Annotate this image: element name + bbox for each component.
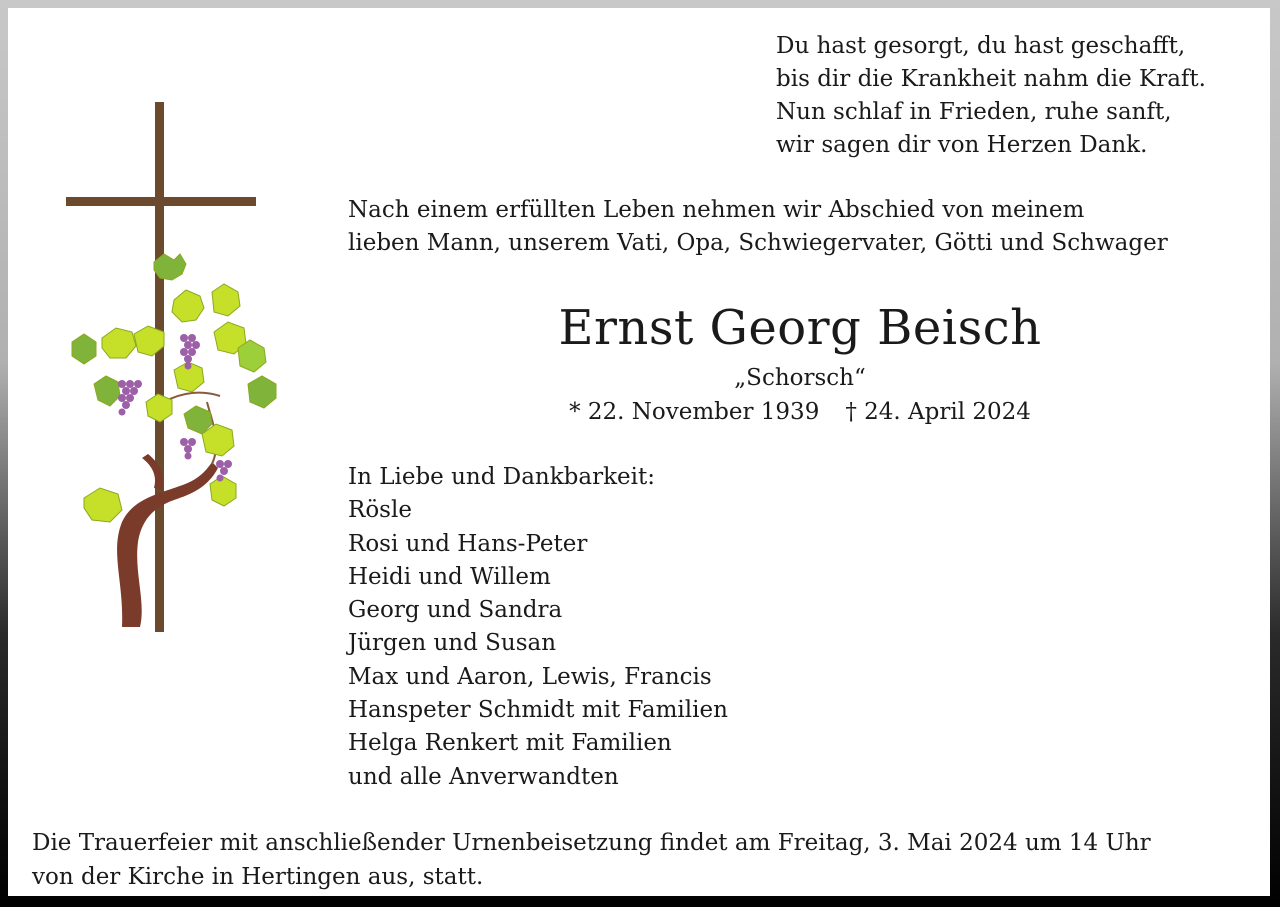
list-item: und alle Anverwandten — [348, 763, 619, 790]
funeral-notice-line: Die Trauerfeier mit anschließender Urnenbeisetzung findet am Freitag, 3. Mai 2024 um 14 Uhr — [32, 830, 1151, 856]
vine-trunk — [117, 462, 218, 627]
list-item: Georg und Sandra — [348, 597, 563, 624]
list-item: Max und Aaron, Lewis, Francis — [348, 663, 712, 690]
poem-line: Du hast gesorgt, du hast geschafft, — [776, 33, 1186, 59]
cross-beam — [66, 197, 256, 206]
list-item: Heidi und Willem — [348, 563, 551, 590]
cross-with-vine-icon — [62, 102, 292, 642]
birth-date: * 22. November 1939 — [569, 399, 820, 425]
mourners-list — [348, 461, 728, 794]
mourners-heading: In Liebe und Dankbarkeit: — [348, 464, 655, 490]
list-item: Rösle — [348, 497, 412, 524]
intro-line: lieben Mann, unserem Vati, Opa, Schwiegervater, Götti und Schwager — [348, 230, 1168, 256]
list-item: Rosi und Hans-Peter — [348, 530, 588, 557]
intro-text — [348, 194, 1168, 260]
obituary-card — [8, 8, 1270, 896]
list-item: Jürgen und Susan — [348, 630, 557, 657]
life-dates — [348, 396, 1252, 428]
deceased-name: Ernst Georg Beisch — [558, 300, 1042, 356]
intro-line: Nach einem erfüllten Leben nehmen wir Abschied von meinem — [348, 197, 1085, 223]
list-item: Hanspeter Schmidt mit Familien — [348, 697, 728, 724]
funeral-notice — [32, 826, 1151, 894]
poem-line: bis dir die Krankheit nahm die Kraft. — [776, 66, 1206, 92]
cross-post — [155, 102, 164, 632]
deceased-nickname: „Schorsch“ — [734, 365, 866, 391]
poem — [776, 30, 1206, 162]
list-item: Helga Renkert mit Familien — [348, 730, 672, 757]
funeral-notice-line: von der Kirche in Hertingen aus, statt. — [32, 864, 484, 890]
poem-line: Nun schlaf in Frieden, ruhe sanft, — [776, 99, 1172, 125]
death-date: † 24. April 2024 — [845, 399, 1031, 425]
poem-line: wir sagen dir von Herzen Dank. — [776, 132, 1148, 158]
